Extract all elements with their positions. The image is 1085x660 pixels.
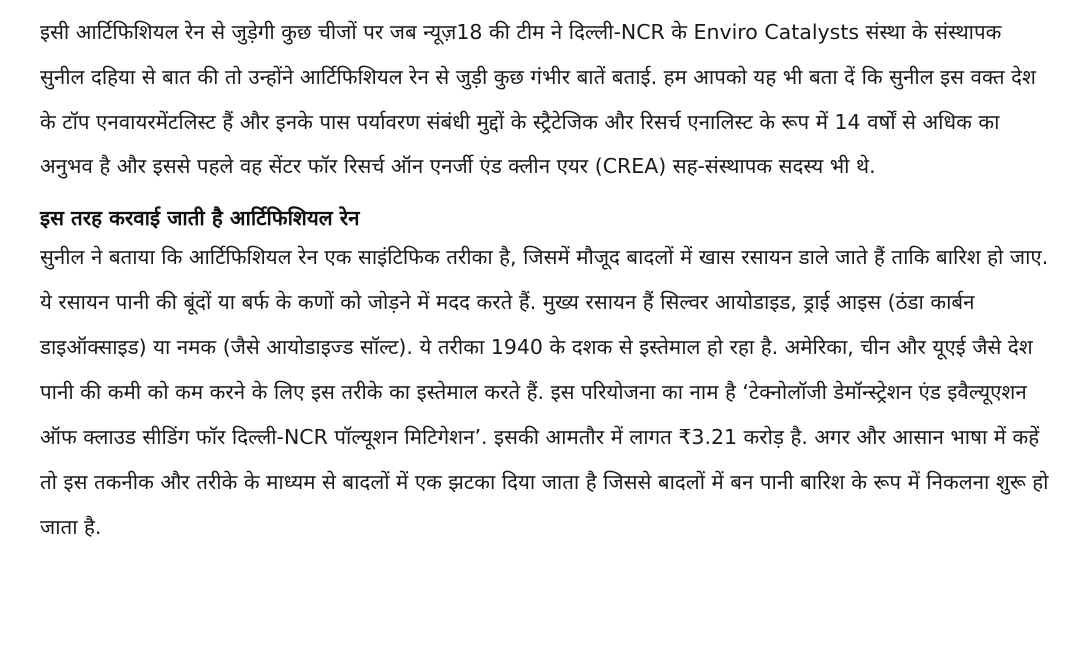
article-body xyxy=(40,10,1050,550)
section-heading: इस तरह करवाई जाती है आर्टिफिशियल रेन xyxy=(40,206,360,231)
article-paragraph: इसी आर्टिफिशियल रेन से जुड़ेगी कुछ चीजों पर जब न्यूज़18 की टीम ने दिल्ली-NCR के Enviro Catalysts संस्था के संस्थापक सुनील दहिया से बात की तो उन्होंने आर्टिफिशियल रेन से जुड़ी कुछ गंभीर बातें बताई. हम आपको यह भी बता दें कि सुनील इस वक्त देश के टॉप एनवायरमेंटलिस्ट हैं और इनके पास पर्यावरण संबंधी मुद्दों के स्ट्रैटेजिक और रिसर्च एनालिस्ट के रूप में 14 वर्षों से अधिक का अनुभव है और इससे पहले वह सेंटर फॉर रिसर्च ऑन एनर्जी एंड क्लीन एयर (CREA) सह-संस्थापक सदस्य भी थे. xyxy=(40,20,1036,179)
article-paragraph: सुनील ने बताया कि आर्टिफिशियल रेन एक साइंटिफिक तरीका है, जिसमें मौजूद बादलों में खास रसायन डाले जाते हैं ताकि बारिश हो जाए. ये रसायन पानी की बूंदों या बर्फ के कणों को जोड़ने में मदद करते हैं. मुख्य रसायन हैं सिल्वर आयोडाइड, ड्राई आइस (ठंडा कार्बन डाइऑक्साइड) या नमक (जैसे आयोडाइज्ड सॉल्ट). ये तरीका 1940 के दशक से इस्तेमाल हो रहा है. अमेरिका, चीन और यूएई जैसे देश पानी की कमी को कम करने के लिए इस तरीके का इस्तेमाल करते हैं. इस परियोजना का नाम है ‘टेक्नोलॉजी डेमॉन्स्ट्रेशन एंड इवैल्यूएशन ऑफ क्लाउड सीडिंग फॉर दिल्ली-NCR पॉल्यूशन मिटिगेशन’. इसकी आमतौर में लागत ₹3.21 करोड़ है. अगर और आसान भाषा में कहें तो इस तकनीक और तरीके के माध्यम से बादलों में एक झटका दिया जाता है जिससे बादलों में बन पानी बारिश के रूप में निकलना शुरू हो जाता है. xyxy=(40,245,1049,540)
